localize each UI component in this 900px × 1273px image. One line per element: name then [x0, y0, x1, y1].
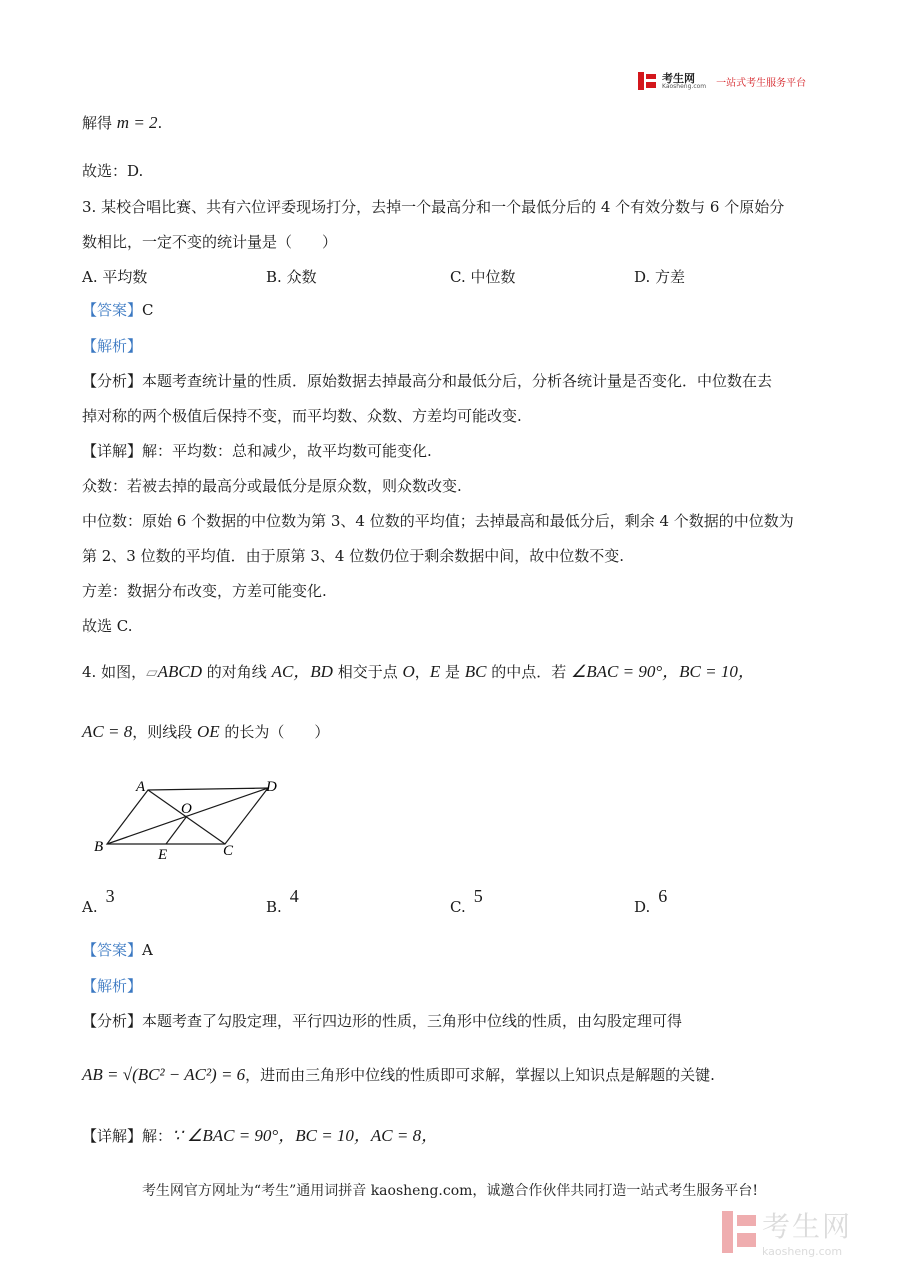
q3-answer: 【答案】C	[82, 301, 154, 319]
logo-name: 考生网	[662, 71, 695, 85]
q4-fenxi-line2: AB = √(BC² − AC²) = 6，进而由三角形中位线的性质即可求解，掌握以上知识点是解题的关键.	[82, 1065, 715, 1084]
footer-text: 考生网官方网址为“考生”通用词拼音 kaosheng.com，诚邀合作伙伴共同打造一站式考生服务平台!	[141, 1183, 759, 1199]
q4-stem-line2: AC = 8，则线段 OE 的长为（ ）	[82, 722, 330, 741]
watermark-domain: kaosheng.com	[762, 1245, 843, 1258]
q4-formula: AB = √(BC² − AC²) = 6	[82, 1065, 246, 1084]
parallelogram-figure	[90, 773, 290, 868]
q2-solve-line: 解得 m = 2.	[82, 113, 163, 132]
q4-stem-line1: 4. 如图，▱ABCD 的对角线 AC，BD 相交于点 O，E 是 BC 的中点．若 ∠BAC = 90°，BC = 10，	[82, 662, 755, 681]
q3-option-b: B. 众数	[266, 268, 317, 286]
watermark-name: 考生网	[762, 1210, 853, 1243]
q4-answer: 【答案】A	[82, 941, 153, 959]
q4-xiangjie-line: 【详解】解：∵ ∠BAC = 90°，BC = 10，AC = 8，	[82, 1126, 439, 1145]
q3-fangcha-line: 方差：数据分布改变，方差可能变化.	[82, 582, 327, 600]
label-o: O	[181, 801, 192, 817]
q4-analysis-tag: 【解析】	[82, 977, 143, 995]
logo-domain: Kaosheng.com	[662, 82, 707, 90]
q3-zhongwei-line1: 中位数：原始 6 个数据的中位数为第 3、4 位数的平均值；去掉最高和最低分后，剩余 4 个数据的中位数为	[82, 512, 794, 530]
q3-xiangjie-line1: 【详解】解：平均数：总和减少，故平均数可能变化.	[82, 442, 432, 460]
q4-option-b: B.4	[266, 886, 299, 916]
label-c: C	[223, 843, 234, 859]
header-logo	[638, 72, 806, 90]
q3-stem-line2: 数相比，一定不变的统计量是（ ）	[82, 233, 338, 251]
header-slogan: 一站式考生服务平台	[716, 77, 807, 89]
q3-analysis-tag: 【解析】	[82, 337, 143, 355]
q4-option-a: A.3	[82, 886, 115, 916]
q3-zhongwei-line2: 第 2、3 位数的平均值．由于原第 3、4 位数仍位于剩余数据中间，故中位数不变.	[82, 547, 625, 565]
label-b: B	[94, 839, 104, 855]
q2-solve-math: m = 2	[116, 113, 158, 132]
label-d: D	[266, 779, 277, 795]
label-a: A	[136, 779, 146, 795]
q3-fenxi-line1: 【分析】本题考查统计量的性质．原始数据去掉最高分和最低分后，分析各统计量是否变化．中位数在去	[82, 372, 773, 390]
q3-choose: 故选 C.	[82, 617, 133, 635]
watermark-logo-icon	[722, 1211, 756, 1253]
q3-stem-line1: 3. 某校合唱比赛、共有六位评委现场打分，去掉一个最高分和一个最低分后的 4 个有效分数与 6 个原始分	[82, 198, 785, 216]
label-e: E	[158, 847, 168, 863]
watermark	[722, 1205, 852, 1258]
q4-fenxi-line1: 【分析】本题考查了勾股定理，平行四边形的性质，三角形中位线的性质，由勾股定理可得	[82, 1012, 683, 1030]
q3-option-d: D. 方差	[634, 268, 686, 286]
q3-zhongshu-line: 众数：若被去掉的最高分或最低分是原众数，则众数改变.	[82, 477, 462, 495]
q2-choose: 故选：D.	[82, 162, 144, 180]
q3-option-c: C. 中位数	[450, 268, 516, 286]
q4-option-d: D.6	[634, 886, 668, 916]
logo-icon	[638, 72, 656, 90]
q3-fenxi-line2: 掉对称的两个极值后保持不变，而平均数、众数、方差均可能改变.	[82, 407, 522, 425]
q3-option-a: A. 平均数	[82, 268, 148, 286]
q4-option-c: C.5	[450, 886, 483, 916]
